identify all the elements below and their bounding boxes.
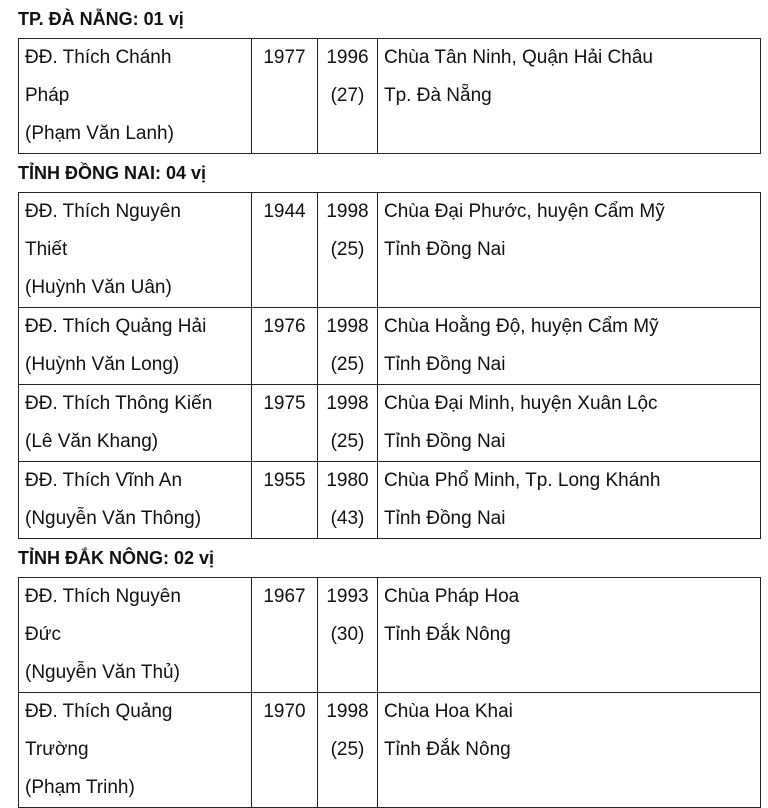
ordination-cell bbox=[318, 308, 378, 385]
name-line: (Phạm Trinh) bbox=[25, 777, 135, 798]
temple-location-cell bbox=[378, 193, 761, 308]
name-line: (Huỳnh Văn Uân) bbox=[25, 277, 172, 298]
section-table bbox=[18, 577, 761, 808]
table-row bbox=[19, 193, 761, 308]
table-row bbox=[19, 578, 761, 693]
ordination-year: 1980 bbox=[326, 470, 369, 491]
monk-name-cell bbox=[19, 693, 252, 808]
birth-year: 1967 bbox=[263, 586, 306, 607]
birth-year: 1977 bbox=[263, 47, 306, 68]
ordination-year: 1998 bbox=[326, 316, 369, 337]
location-line: Chùa Hoằng Độ, huyện Cẩm Mỹ bbox=[384, 316, 659, 337]
monk-name-cell bbox=[19, 385, 252, 462]
birth-year: 1975 bbox=[263, 393, 306, 414]
monk-name-cell bbox=[19, 193, 252, 308]
ordination-cell bbox=[318, 462, 378, 539]
ordination-cell bbox=[318, 193, 378, 308]
ordination-year: 1998 bbox=[326, 201, 369, 222]
name-line: ĐĐ. Thích Vĩnh An bbox=[25, 470, 183, 491]
location-line: Chùa Phổ Minh, Tp. Long Khánh bbox=[384, 470, 661, 491]
table-row bbox=[19, 693, 761, 808]
ordination-age: (27) bbox=[330, 85, 365, 106]
location-line: Tỉnh Đồng Nai bbox=[384, 508, 506, 529]
name-line: ĐĐ. Thích Quảng Hải bbox=[25, 316, 207, 337]
ordination-year: 1998 bbox=[326, 701, 369, 722]
section-table bbox=[18, 38, 761, 154]
table-row bbox=[19, 385, 761, 462]
location-line: Tỉnh Đắk Nông bbox=[384, 624, 511, 645]
birth-year-cell bbox=[252, 385, 318, 462]
birth-year-cell bbox=[252, 693, 318, 808]
location-line: Tp. Đà Nẵng bbox=[384, 85, 492, 106]
table-row bbox=[19, 39, 761, 154]
birth-year-cell bbox=[252, 39, 318, 154]
birth-year-cell bbox=[252, 578, 318, 693]
birth-year-cell bbox=[252, 462, 318, 539]
birth-year: 1976 bbox=[263, 316, 306, 337]
ordination-age: (25) bbox=[330, 239, 365, 260]
name-line: Trường bbox=[25, 739, 89, 760]
temple-location-cell bbox=[378, 385, 761, 462]
name-line: Pháp bbox=[25, 85, 70, 106]
location-line: Chùa Hoa Khai bbox=[384, 701, 513, 722]
birth-year-cell bbox=[252, 308, 318, 385]
section-title: TỈNH ĐỒNG NAI: 04 vị bbox=[18, 163, 207, 183]
monk-name-cell bbox=[19, 308, 252, 385]
ordination-cell bbox=[318, 693, 378, 808]
location-line: Chùa Pháp Hoa bbox=[384, 586, 520, 607]
location-line: Chùa Đại Phước, huyện Cẩm Mỹ bbox=[384, 201, 665, 222]
temple-location-cell bbox=[378, 39, 761, 154]
section-title: TỈNH ĐẮK NÔNG: 02 vị bbox=[18, 548, 215, 568]
name-line: (Nguyễn Văn Thủ) bbox=[25, 662, 180, 683]
name-line: (Lê Văn Khang) bbox=[25, 431, 159, 452]
name-line: ĐĐ. Thích Chánh bbox=[25, 47, 172, 68]
temple-location-cell bbox=[378, 462, 761, 539]
birth-year: 1944 bbox=[263, 201, 306, 222]
ordination-age: (43) bbox=[330, 508, 365, 529]
ordination-age: (30) bbox=[330, 624, 365, 645]
ordination-cell bbox=[318, 39, 378, 154]
table-row bbox=[19, 462, 761, 539]
ordination-year: 1993 bbox=[326, 586, 369, 607]
section-table bbox=[18, 192, 761, 539]
table-row bbox=[19, 308, 761, 385]
location-line: Tỉnh Đồng Nai bbox=[384, 354, 506, 375]
name-line: ĐĐ. Thích Quảng bbox=[25, 701, 173, 722]
monk-name-cell bbox=[19, 462, 252, 539]
name-line: ĐĐ. Thích Nguyên bbox=[25, 201, 181, 222]
location-line: Chùa Đại Minh, huyện Xuân Lộc bbox=[384, 393, 658, 414]
location-line: Tỉnh Đồng Nai bbox=[384, 239, 506, 260]
temple-location-cell bbox=[378, 308, 761, 385]
ordination-year: 1998 bbox=[326, 393, 369, 414]
ordination-age: (25) bbox=[330, 431, 365, 452]
name-line: (Nguyễn Văn Thông) bbox=[25, 508, 202, 529]
name-line: Thiết bbox=[25, 239, 68, 260]
temple-location-cell bbox=[378, 578, 761, 693]
name-line: Đức bbox=[25, 624, 61, 645]
birth-year: 1955 bbox=[263, 470, 306, 491]
ordination-age: (25) bbox=[330, 354, 365, 375]
ordination-cell bbox=[318, 578, 378, 693]
ordination-year: 1996 bbox=[326, 47, 369, 68]
temple-location-cell bbox=[378, 693, 761, 808]
monk-name-cell bbox=[19, 39, 252, 154]
name-line: (Phạm Văn Lanh) bbox=[25, 123, 174, 144]
ordination-cell bbox=[318, 385, 378, 462]
location-line: Tỉnh Đồng Nai bbox=[384, 431, 506, 452]
ordination-age: (25) bbox=[330, 739, 365, 760]
monk-name-cell bbox=[19, 578, 252, 693]
location-line: Chùa Tân Ninh, Quận Hải Châu bbox=[384, 47, 653, 68]
name-line: ĐĐ. Thích Nguyên bbox=[25, 586, 181, 607]
section-title: TP. ĐÀ NẴNG: 01 vị bbox=[18, 9, 184, 29]
birth-year-cell bbox=[252, 193, 318, 308]
birth-year: 1970 bbox=[263, 701, 306, 722]
name-line: ĐĐ. Thích Thông Kiến bbox=[25, 393, 213, 414]
name-line: (Huỳnh Văn Long) bbox=[25, 354, 180, 375]
location-line: Tỉnh Đắk Nông bbox=[384, 739, 511, 760]
